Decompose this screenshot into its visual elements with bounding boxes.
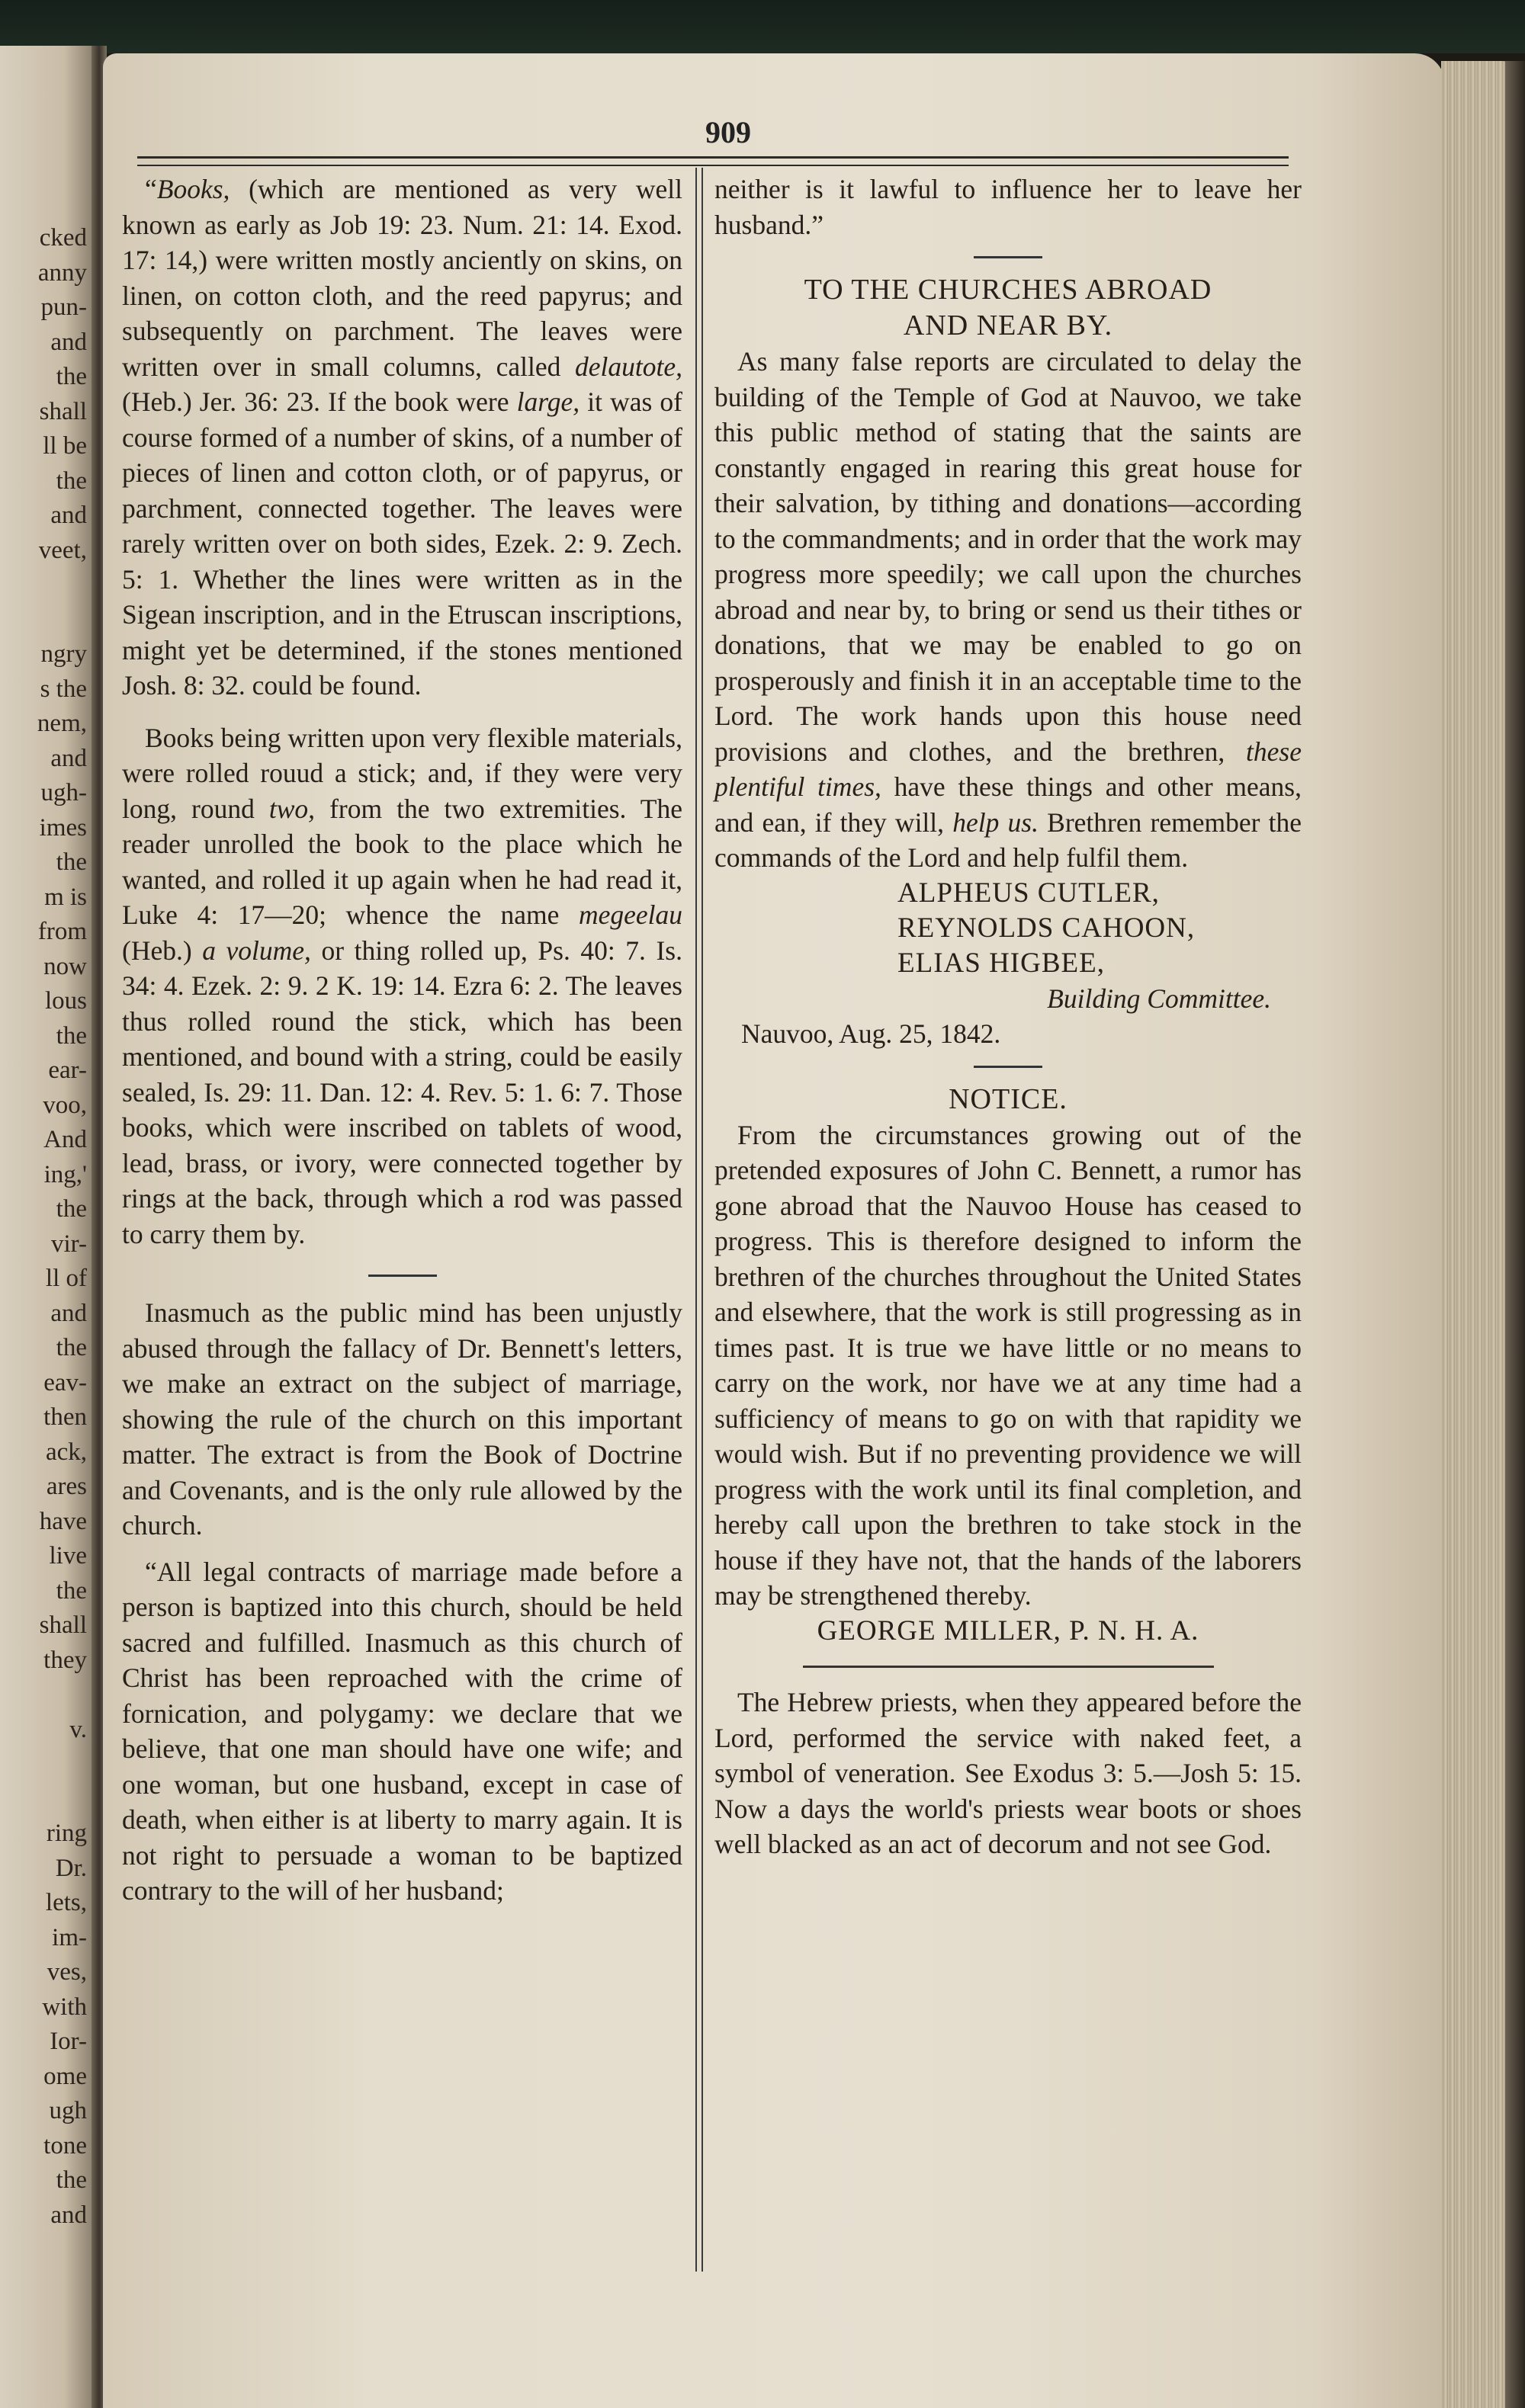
section-rule (974, 256, 1042, 258)
books2-text-a: Books being written upon very flexible materials, were rolled rouud a stick; and, if they were very long, round (122, 722, 682, 824)
facing-page-fragment-line (5, 1678, 87, 1713)
notice-body: From the circumstances growing out of the pretended exposures of John C. Bennett, a rumor has gone abroad that the Nauvoo House has ceased to progress. This is therefore designed to inform the brethren of the churches throughout the United States and elsewhere, that the work is still progressing as in times past. It is true we have little or no means to carry on the work, nor have we at any time had a sufficiency of means to go on with that rapidity we would wish. But if no preventing providence we will progress with the work until its final completion, and hereby call upon the brethren to take stock in the house if they have not, that the hands of the laborers may be strengthened thereby. (714, 1119, 1302, 1611)
facing-page-fragment-line: shall (39, 1611, 87, 1639)
books-word: Books, (156, 174, 230, 204)
facing-page-fragment-line (5, 1747, 87, 1782)
facing-page-fragment-line: the (56, 1195, 87, 1223)
book-cover-edge (0, 0, 1525, 53)
books-text-a: (which are mentioned as very well known as early as Job 19: 23. Num. 21: 14. Exod. 17: 14,) were written mostly anciently on skins, on linen, on cotton cloth, and the reed papyrus; and subsequently on parchment. The leaves were written over in small columns, called (122, 174, 682, 382)
facing-page-fragment-line: ugh (49, 2097, 87, 2124)
delautote-word: delautote, (575, 351, 682, 382)
facing-page-fragment-line: im- (52, 1923, 87, 1951)
facing-page-fragment-line: nem, (37, 710, 87, 737)
facing-page-fragment-line: they (43, 1646, 87, 1674)
facing-page-fragment-line: the (56, 1021, 87, 1050)
facing-page-fragment-line (5, 568, 87, 603)
place-date-line: Nauvoo, Aug. 25, 1842. (741, 1018, 1001, 1049)
facing-page-fragment-line: and (50, 502, 87, 529)
continuation-text: neither is it lawful to influence her to leave her husband.” (714, 174, 1302, 240)
hebrew-priests-paragraph: The Hebrew priests, when they appeared before the Lord, performed the service with naked feet, a symbol of veneration. See Exodus 3: 5.—Josh 5: 15. Now a days the world's priests wear boots or shoes well blacked as an act of decorum and not see God. (714, 1687, 1302, 1859)
signer-cahoon: REYNOLDS CAHOON, (897, 912, 1196, 944)
facing-page-fragment-line: Ior- (50, 2028, 87, 2055)
facing-page-fragment-line: now (43, 952, 87, 980)
facing-page-fragment-line: m is (44, 883, 87, 911)
facing-page-fragment-line: ack, (45, 1438, 87, 1466)
open-quote: “ (145, 174, 157, 204)
left-column (122, 172, 682, 1909)
facing-page-fragment-line: and (50, 2201, 87, 2229)
facing-page-fragment-line: the (56, 1334, 87, 1361)
books2-text-b: from the two extremities. The reader unrolled the book to the place which he wanted, and rolled it up again when he had read it, Luke 4: 17—20; whence the name (122, 793, 683, 930)
facing-page-fragment-line: imes (39, 813, 87, 842)
facing-page-fragment-line: v. (69, 1715, 87, 1743)
facing-page-fragment-line: veet, (38, 536, 87, 564)
facing-page-fragment-line: the (56, 363, 87, 390)
facing-page-fragment-line: eav- (43, 1368, 87, 1396)
facing-page-fragment-line: lous (44, 987, 87, 1015)
facing-page-fragment-line: the (56, 2166, 87, 2194)
facing-page-fragment-line: ing,' (43, 1160, 87, 1188)
facing-page-fragment-line: then (43, 1403, 87, 1431)
two-word: two, (268, 793, 316, 824)
facing-page-fragment-line: and (50, 1299, 87, 1327)
books-paragraph-2 (122, 720, 682, 1252)
facing-page-fragment-line: vir- (51, 1230, 87, 1258)
help-us-phrase: help us. (952, 806, 1039, 838)
facing-page-fragment-line: shall (39, 397, 87, 425)
facing-page-fragment-line: ugh- (40, 779, 87, 806)
facing-page-fragment-line: cked (39, 224, 87, 252)
facing-page-fragment-line: from (37, 918, 87, 945)
facing-page-fragment-line: the (56, 467, 87, 495)
a-volume-word: a volume, (202, 935, 311, 966)
facing-page-fragment-line (5, 603, 87, 638)
facing-page-fragment-line: ares (46, 1473, 87, 1500)
books-text-c: it was of course formed of a number of skins, of a number of pieces of linen and cotton cloth, or of papyrus, or parchment, connected together. The leaves were rarely written over on both sides, Ezek. 2: 9. Zech. 5: 1. Whether the lines were written as in the Sigean inscription, and in the Etruscan inscriptions, might yet be determined, if the stones mentioned Josh. 8: 32. could be found. (122, 386, 682, 701)
books-paragraph-1 (122, 172, 682, 704)
churches-text-a: As many false reports are circulated to delay the building of the Temple of God at Nauvoo, we take this public method of stating that the saints are constantly engaged in rearing this great house for their salvation, by tithing and donations—according to the commandments; and in order that the work may progress more speedily; we call upon the churches abroad and near by, to bring or send us their tithes or donations, that we may be enabled to go on prosperously and finish it in an acceptable time to the Lord. The work hands upon this house need provisions and clothes, and the brethren, (714, 346, 1302, 767)
facing-page-fragment-line: Dr. (55, 1854, 87, 1882)
facing-page-fragment-line: the (56, 1576, 87, 1605)
page-edges (1441, 61, 1525, 2408)
facing-page-fragment-line: And (43, 1126, 87, 1153)
section-rule (368, 1275, 437, 1277)
facing-page-fragment-line: ves, (47, 1958, 87, 1986)
header-double-rule (137, 156, 1289, 166)
facing-page-fragment-line (5, 1782, 87, 1817)
facing-page-fragment-line: lets, (45, 1889, 87, 1916)
facing-page-text-fragments (5, 221, 87, 2233)
facing-page-fragment-line: live (49, 1542, 87, 1570)
page-number: 909 (705, 115, 751, 149)
building-committee-label: Building Committee. (1047, 983, 1271, 1014)
marriage-quote-paragraph: “All legal contracts of marriage made before a person is baptized into this church, should be held sacred and fulfilled. Inasmuch as this church of Christ has been reproached with the crime of fornication, and polygamy: we declare that we believe, that one man should have one wife; and one woman, but one husband, except in case of death, when either is at liberty to marry again. It is not right to persuade a woman to be baptized contrary to the will of her husband; (122, 1556, 682, 1906)
facing-page-fragment-line: tone (43, 2131, 87, 2160)
right-column (714, 172, 1302, 1862)
signer-cutler: ALPHEUS CUTLER, (897, 877, 1160, 909)
section-rule (803, 1666, 1214, 1668)
facing-page-fragment-line: voo, (43, 1091, 87, 1119)
facing-page-fragment-line: with (42, 1993, 87, 2021)
books2-text-d: or thing rolled up, Ps. 40: 7. Is. 34: 4. Ezek. 2: 9. 2 K. 19: 14. Ezra 6: 2. The leaves thus rolled round the stick, which has been mentioned, and bound with a string, could be easily sealed, Is. 29: 11. Dan. 12: 4. Rev. 5: 1. 6: 7. Those books, which were inscribed on tablets of wood, lead, brass, or ivory, were connected together by rings at the back, through which a rod was passed to carry them by. (122, 935, 682, 1249)
churches-body (714, 344, 1302, 876)
marriage-intro-paragraph: Inasmuch as the public mind has been unjustly abused through the fallacy of Dr. Bennett's letters, we make an extract on the subject of marriage, showing the rule of the church on this important matter. The extract is from the Book of Doctrine and Covenants, and is the only rule allowed by the church. (122, 1297, 682, 1541)
facing-page-fragment-line: s the (40, 675, 87, 703)
books-text-b: (Heb.) Jer. 36: 23. If the book were (122, 386, 517, 417)
large-word: large, (516, 386, 580, 417)
facing-page-fragment-line: and (50, 328, 87, 356)
facing-page-fragment-line: anny (37, 258, 87, 287)
column-divider (695, 168, 703, 2272)
megeelau-word: megeelau (578, 899, 682, 930)
churches-text-b: have these things and other means, and ean, if they will, (714, 771, 1302, 838)
section-rule (974, 1066, 1042, 1068)
facing-page-fragment-line: ll be (43, 432, 87, 460)
facing-page-fragment-line: the (56, 848, 87, 876)
facing-page-fragment-line: ear- (48, 1057, 87, 1084)
books2-text-c: (Heb.) (122, 935, 203, 966)
notice-signer: GEORGE MILLER, P. N. H. A. (817, 1614, 1199, 1646)
churches-text-c: Brethren remember the commands of the Lord and help fulfil them. (714, 806, 1302, 873)
facing-page-fragment-line: ome (43, 2062, 87, 2090)
signer-higbee: ELIAS HIGBEE, (897, 947, 1105, 979)
notice-heading: NOTICE. (949, 1082, 1068, 1115)
facing-page-fragment-line: ll of (45, 1265, 87, 1292)
facing-page-fragment-line: ring (46, 1820, 87, 1847)
facing-page-fragment-line: and (50, 744, 87, 772)
churches-heading-line-2: AND NEAR BY. (903, 309, 1113, 341)
plentiful-times-phrase: these plentiful times, (714, 736, 1302, 802)
churches-heading-line-1: TO THE CHURCHES ABROAD (804, 274, 1212, 306)
facing-page-fragment-line: pun- (40, 293, 87, 321)
facing-page-fragment-line: have (39, 1507, 87, 1535)
facing-page-fragment (0, 46, 92, 2408)
facing-page-fragment-line: ngry (40, 640, 87, 668)
